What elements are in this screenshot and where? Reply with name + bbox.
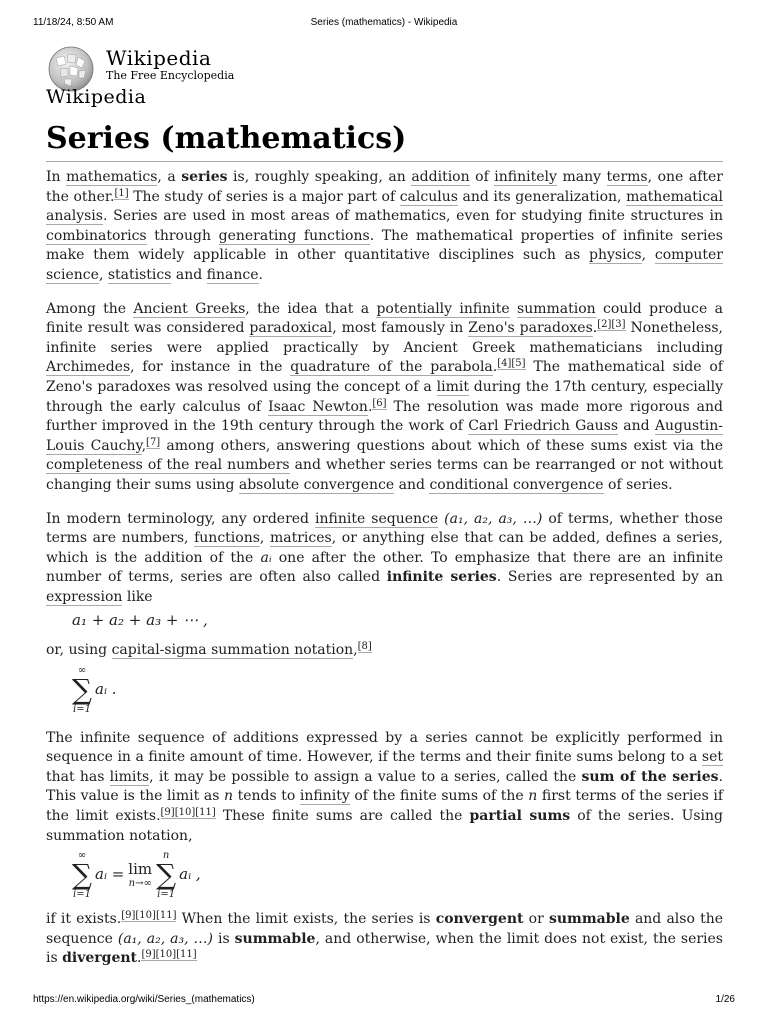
paragraph-sum-of-series: The infinite sequence of additions expressed by a series cannot be explicitly performed in sequence in a finite amount of time. However, if the terms and their finite sums belong to a set that has limits, it may be possible to assign a value to a series, called the sum of the series. This value is the limit as n tends to infinity of the finite sums of the n first terms of the series if the limit exists.[9][10][11] These finite sums are called the partial sums of the series. Using summation notation, xyxy=(46,729,724,844)
print-date: 11/18/24, 8:50 AM xyxy=(33,17,114,28)
link-expression[interactable]: expression xyxy=(46,588,123,605)
ref-link[interactable]: [9] xyxy=(160,807,175,819)
ref-link[interactable]: [5] xyxy=(511,358,526,370)
link-infinitely[interactable]: infinitely xyxy=(494,169,557,185)
link-summation[interactable]: summation xyxy=(517,300,596,317)
ref-link[interactable]: [2] xyxy=(597,319,612,331)
math-sigma-sum: ∞ ∑ i=1 aᵢ . xyxy=(72,664,117,715)
ref-link[interactable]: [9] xyxy=(121,910,136,922)
ref-link[interactable]: [3] xyxy=(611,319,626,331)
ref-link[interactable]: [10] xyxy=(174,807,196,819)
print-url: https://en.wikipedia.org/wiki/Series_(mathematics) xyxy=(33,994,255,1005)
link-quadrature-of-the-parabola[interactable]: quadrature of the parabola xyxy=(290,359,493,376)
link-terms[interactable]: terms xyxy=(606,169,648,185)
link-carl-friedrich-gauss[interactable]: Carl Friedrich Gauss xyxy=(468,418,619,435)
math-ai: aᵢ xyxy=(260,549,272,566)
ref-link[interactable]: [8] xyxy=(357,641,372,653)
tagline: The Free Encyclopedia xyxy=(106,69,235,82)
link-completeness-of-real-numbers[interactable]: completeness of the real numbers xyxy=(46,457,290,474)
wikipedia-wordmark: Wikipedia xyxy=(106,46,212,70)
link-zenos-paradoxes[interactable]: Zeno's paradoxes xyxy=(468,320,593,337)
link-functions[interactable]: functions xyxy=(194,530,260,547)
math-sequence: (a₁, a₂, a₃, …) xyxy=(444,510,543,527)
paragraph-convergence: if it exists.[9][10][11] When the limit exists, the series is convergent or summable and also the sequence (a₁, a₂, a₃, …) is summable, and otherwise, when the limit does not exist, the series is divergent.[9][10][11] xyxy=(46,910,723,967)
link-limits[interactable]: limits xyxy=(109,768,150,785)
link-absolute-convergence[interactable]: absolute convergence xyxy=(238,476,395,493)
link-set[interactable]: set xyxy=(701,749,723,766)
print-title: Series (mathematics) - Wikipedia xyxy=(310,17,458,28)
print-footer xyxy=(33,994,735,1008)
ref-link[interactable]: [11] xyxy=(176,949,197,961)
article-body xyxy=(46,168,723,983)
page-title: Series (mathematics) xyxy=(46,121,407,156)
ref-link[interactable]: [10] xyxy=(135,910,156,922)
paragraph-terminology: In modern terminology, any ordered infinite sequence (a₁, a₂, a₃, …) of terms, whether those terms are numbers, functions, matrices, or anything else that can be added, defines a series, which is the addition of the aᵢ one after the other. To emphasize that there are an infinite number of terms, series are often also called infinite series. Series are represented by an expression like xyxy=(46,510,723,605)
link-archimedes[interactable]: Archimedes xyxy=(46,359,131,376)
paragraph-history: Among the Ancient Greeks, the idea that a potentially infinite summation could produce a finite result was considered paradoxical, most famously in Zeno's paradoxes.[2][3] Nonetheless, infinite series were applied practically by Ancient Greek mathematicians including Archimedes, for instance in the quadrature of the parabola.[4][5] The mathematical side of Zeno's paradoxes was resolved using the concept of a limit during the 17th century, especially through the early calculus of Isaac Newton.[6] The resolution was made more rigorous and further improved in the 19th century through the work of Carl Friedrich Gauss and Augustin-Louis Cauchy,[7] among others, answering questions about which of these sums exist via the completeness of the real numbers and whether series terms can be rearranged or not without changing their sums using absolute convergence and conditional convergence of series. xyxy=(46,300,723,493)
math-series-expression: a₁ + a₂ + a₃ + ⋯ , xyxy=(72,611,208,630)
link-ancient-greeks[interactable]: Ancient Greeks xyxy=(133,300,246,317)
link-mathematics[interactable]: mathematics xyxy=(66,169,158,185)
link-infinity[interactable]: infinity xyxy=(299,788,350,805)
math-limit-definition: ∞ ∑ i=1 aᵢ = lim n→∞ n ∑ i=1 aᵢ , xyxy=(72,850,201,901)
link-finance[interactable]: finance xyxy=(206,266,259,283)
ref-link[interactable]: [11] xyxy=(195,807,216,819)
paragraph-intro: In mathematics, a series is, roughly speaking, an addition of infinitely many terms, one after the other.[1] The study of series is a major part of calculus and its generalization, mathematical analysis. Series are used in most areas of mathematics, even for studying finite structures in combinatorics through generating functions. The mathematical properties of infinite series make them widely applicable in other quantitative disciplines such as physics, computer science, statistics and finance. xyxy=(46,169,724,283)
paragraph-sigma-intro: or, using capital-sigma summation notation,[8] xyxy=(46,641,372,659)
ref-link[interactable]: [9] xyxy=(141,949,156,961)
link-capital-sigma-notation[interactable]: capital-sigma summation notation xyxy=(111,642,354,659)
link-statistics[interactable]: statistics xyxy=(107,266,172,283)
link-combinatorics[interactable]: combinatorics xyxy=(46,227,147,244)
link-conditional-convergence[interactable]: conditional convergence xyxy=(429,476,604,493)
title-divider xyxy=(46,161,723,162)
link-limit[interactable]: limit xyxy=(436,378,469,395)
ref-link[interactable]: [6] xyxy=(372,397,387,409)
link-isaac-newton[interactable]: Isaac Newton xyxy=(268,398,368,415)
ref-link[interactable]: [11] xyxy=(155,910,177,922)
link-mathematical-analysis[interactable]: mathematical analysis xyxy=(46,188,724,225)
link-augustin-louis-cauchy[interactable]: Augustin-Louis Cauchy xyxy=(46,418,723,454)
ref-link[interactable]: [7] xyxy=(146,436,161,448)
wikipedia-wordmark-secondary[interactable]: Wikipedia xyxy=(46,86,147,108)
ref-link[interactable]: [10] xyxy=(155,949,177,961)
link-generating-functions[interactable]: generating functions xyxy=(218,227,370,244)
link-computer-science[interactable]: computer science xyxy=(46,247,723,283)
print-header xyxy=(33,17,735,31)
link-infinite-sequence[interactable]: infinite sequence xyxy=(315,510,439,527)
ref-link[interactable]: [1] xyxy=(114,187,129,199)
link-addition[interactable]: addition xyxy=(411,169,470,185)
page-number: 1/26 xyxy=(715,994,735,1005)
wikipedia-logo[interactable] xyxy=(46,44,246,86)
link-paradoxical[interactable]: paradoxical xyxy=(249,320,333,337)
link-calculus[interactable]: calculus xyxy=(399,188,458,205)
link-potentially-infinite[interactable]: potentially infinite xyxy=(376,300,510,317)
ref-link[interactable]: [4] xyxy=(497,358,512,370)
link-matrices[interactable]: matrices xyxy=(269,530,332,547)
link-physics[interactable]: physics xyxy=(589,247,642,264)
